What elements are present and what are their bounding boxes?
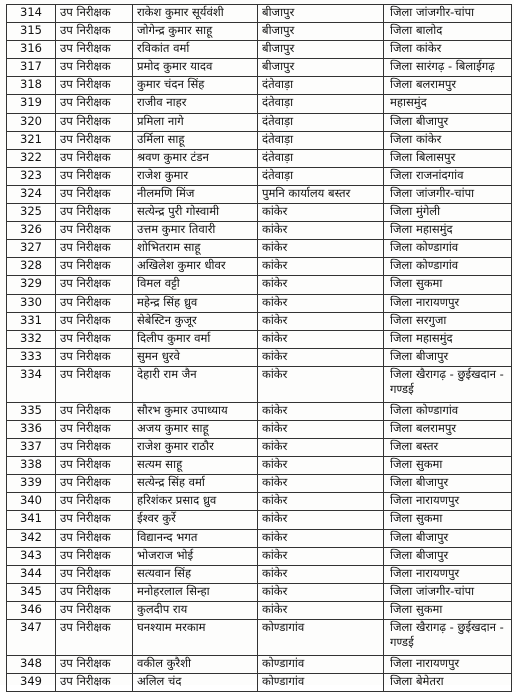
current-posting-cell: कांकेर xyxy=(258,457,384,475)
current-posting-cell: कांकेर xyxy=(258,601,384,619)
rank-cell: उप निरीक्षक xyxy=(56,620,133,656)
table-row xyxy=(7,583,512,601)
officer-name-cell: मनोहरलाल सिन्हा xyxy=(133,583,258,601)
serial-number-cell: 318 xyxy=(7,77,56,95)
current-posting-cell: कांकेर xyxy=(258,493,384,511)
new-posting-cell: जिला बीजापुर xyxy=(384,113,512,131)
rank-cell: उप निरीक्षक xyxy=(56,113,133,131)
new-posting-cell: जिला कोण्डागांव xyxy=(384,402,512,420)
officer-name-cell: राजेश कुमार xyxy=(133,167,258,185)
serial-number-cell: 317 xyxy=(7,59,56,77)
rank-cell: उप निरीक्षक xyxy=(56,312,133,330)
rank-cell: उप निरीक्षक xyxy=(56,258,133,276)
rank-cell: उप निरीक्षक xyxy=(56,222,133,240)
officer-name-cell: सौरभ कुमार उपाध्याय xyxy=(133,402,258,420)
serial-number-cell: 349 xyxy=(7,674,56,692)
rank-cell: उप निरीक्षक xyxy=(56,475,133,493)
current-posting-cell: दंतेवाड़ा xyxy=(258,113,384,131)
current-posting-cell: कोण्डागांव xyxy=(258,674,384,692)
officer-name-cell: ईश्वर कुर्रे xyxy=(133,511,258,529)
rank-cell: उप निरीक्षक xyxy=(56,601,133,619)
officer-name-cell: विमल वट्टी xyxy=(133,276,258,294)
serial-number-cell: 333 xyxy=(7,348,56,366)
new-posting-cell: जिला सरगुजा xyxy=(384,312,512,330)
table-row xyxy=(7,23,512,41)
rank-cell: उप निरीक्षक xyxy=(56,565,133,583)
new-posting-cell: जिला सुकमा xyxy=(384,276,512,294)
new-posting-cell: जिला नारायणपुर xyxy=(384,565,512,583)
rank-cell: उप निरीक्षक xyxy=(56,5,133,23)
officer-name-cell: अखिलेश कुमार धीवर xyxy=(133,258,258,276)
table-row xyxy=(7,475,512,493)
rank-cell: उप निरीक्षक xyxy=(56,348,133,366)
new-posting-cell: जिला बिलासपुर xyxy=(384,149,512,167)
rank-cell: उप निरीक्षक xyxy=(56,167,133,185)
current-posting-cell: कांकेर xyxy=(258,348,384,366)
rank-cell: उप निरीक्षक xyxy=(56,95,133,113)
serial-number-cell: 341 xyxy=(7,511,56,529)
table-row xyxy=(7,258,512,276)
table-row xyxy=(7,312,512,330)
new-posting-cell: जिला खैरागढ़ - छुईखदान - गण्डई xyxy=(384,366,512,402)
officer-name-cell: रविकांत वर्मा xyxy=(133,41,258,59)
officer-name-cell: सेबेस्टिन कुजूर xyxy=(133,312,258,330)
rank-cell: उप निरीक्षक xyxy=(56,547,133,565)
new-posting-cell: जिला जांजगीर-चांपा xyxy=(384,5,512,23)
new-posting-cell: जिला राजनांदगांव xyxy=(384,167,512,185)
officer-name-cell: प्रमिला नागे xyxy=(133,113,258,131)
table-row xyxy=(7,185,512,203)
new-posting-cell: जिला बीजापुर xyxy=(384,547,512,565)
serial-number-cell: 328 xyxy=(7,258,56,276)
rank-cell: उप निरीक्षक xyxy=(56,583,133,601)
serial-number-cell: 348 xyxy=(7,656,56,674)
current-posting-cell: कोण्डागांव xyxy=(258,620,384,656)
table-row xyxy=(7,5,512,23)
rank-cell: उप निरीक्षक xyxy=(56,276,133,294)
officer-name-cell: अजय कुमार साहू xyxy=(133,420,258,438)
current-posting-cell: बीजापुर xyxy=(258,23,384,41)
current-posting-cell: कांकेर xyxy=(258,529,384,547)
officer-name-cell: सत्यम साहू xyxy=(133,457,258,475)
officer-name-cell: प्रमोद कुमार यादव xyxy=(133,59,258,77)
rank-cell: उप निरीक्षक xyxy=(56,77,133,95)
table-row xyxy=(7,565,512,583)
current-posting-cell: कांकेर xyxy=(258,204,384,222)
current-posting-cell: कांकेर xyxy=(258,547,384,565)
table-row xyxy=(7,77,512,95)
table-row xyxy=(7,547,512,565)
current-posting-cell: बीजापुर xyxy=(258,59,384,77)
new-posting-cell: जिला बीजापुर xyxy=(384,529,512,547)
current-posting-cell: कांकेर xyxy=(258,222,384,240)
new-posting-cell: जिला सारंगढ़ - बिलाईगढ़ xyxy=(384,59,512,77)
officer-name-cell: राकेश कुमार सूर्यवंशी xyxy=(133,5,258,23)
serial-number-cell: 338 xyxy=(7,457,56,475)
rank-cell: उप निरीक्षक xyxy=(56,294,133,312)
serial-number-cell: 334 xyxy=(7,366,56,402)
serial-number-cell: 319 xyxy=(7,95,56,113)
current-posting-cell: कांकेर xyxy=(258,583,384,601)
officer-name-cell: वकील कुरैशी xyxy=(133,656,258,674)
serial-number-cell: 320 xyxy=(7,113,56,131)
current-posting-cell: बीजापुर xyxy=(258,41,384,59)
serial-number-cell: 346 xyxy=(7,601,56,619)
officer-name-cell: विद्यानन्द भगत xyxy=(133,529,258,547)
table-row xyxy=(7,41,512,59)
serial-number-cell: 324 xyxy=(7,185,56,203)
current-posting-cell: कांकेर xyxy=(258,240,384,258)
rank-cell: उप निरीक्षक xyxy=(56,149,133,167)
new-posting-cell: जिला जांजगीर-चांपा xyxy=(384,185,512,203)
table-row xyxy=(7,420,512,438)
new-posting-cell: जिला नारायणपुर xyxy=(384,493,512,511)
officer-name-cell: सुमन धुरवे xyxy=(133,348,258,366)
new-posting-cell: जिला कांकेर xyxy=(384,41,512,59)
rank-cell: उप निरीक्षक xyxy=(56,59,133,77)
current-posting-cell: कांकेर xyxy=(258,402,384,420)
serial-number-cell: 325 xyxy=(7,204,56,222)
serial-number-cell: 321 xyxy=(7,131,56,149)
rank-cell: उप निरीक्षक xyxy=(56,420,133,438)
new-posting-cell: जिला बस्तर xyxy=(384,439,512,457)
rank-cell: उप निरीक्षक xyxy=(56,656,133,674)
current-posting-cell: कांकेर xyxy=(258,366,384,402)
officer-name-cell: राजेश कुमार राठौर xyxy=(133,439,258,457)
table-row xyxy=(7,439,512,457)
serial-number-cell: 347 xyxy=(7,620,56,656)
serial-number-cell: 329 xyxy=(7,276,56,294)
new-posting-cell: जिला कोण्डागांव xyxy=(384,240,512,258)
officer-name-cell: शोभितराम साहू xyxy=(133,240,258,258)
new-posting-cell: जिला खैरागढ़ - छुईखदान - गण्डई xyxy=(384,620,512,656)
officer-name-cell: राजीव नाहर xyxy=(133,95,258,113)
current-posting-cell: कांकेर xyxy=(258,565,384,583)
rank-cell: उप निरीक्षक xyxy=(56,23,133,41)
serial-number-cell: 336 xyxy=(7,420,56,438)
rank-cell: उप निरीक्षक xyxy=(56,330,133,348)
new-posting-cell: जिला बलरामपुर xyxy=(384,420,512,438)
rank-cell: उप निरीक्षक xyxy=(56,131,133,149)
transfer-table xyxy=(6,4,512,692)
serial-number-cell: 343 xyxy=(7,547,56,565)
table-row xyxy=(7,276,512,294)
rank-cell: उप निरीक्षक xyxy=(56,439,133,457)
officer-name-cell: जोगेन्द्र कुमार साहू xyxy=(133,23,258,41)
current-posting-cell: कोण्डागांव xyxy=(258,656,384,674)
new-posting-cell: जिला बीजापुर xyxy=(384,348,512,366)
rank-cell: उप निरीक्षक xyxy=(56,185,133,203)
officer-name-cell: सत्येन्द्र सिंह वर्मा xyxy=(133,475,258,493)
new-posting-cell: जिला मुंगेली xyxy=(384,204,512,222)
new-posting-cell: जिला बालोद xyxy=(384,23,512,41)
officer-name-cell: दिलीप कुमार वर्मा xyxy=(133,330,258,348)
officer-name-cell: भोजराज भोई xyxy=(133,547,258,565)
officer-name-cell: महेन्द्र सिंह ध्रुव xyxy=(133,294,258,312)
serial-number-cell: 315 xyxy=(7,23,56,41)
rank-cell: उप निरीक्षक xyxy=(56,511,133,529)
table-row xyxy=(7,348,512,366)
new-posting-cell: जिला बलरामपुर xyxy=(384,77,512,95)
current-posting-cell: कांकेर xyxy=(258,439,384,457)
officer-name-cell: हरिशंकर प्रसाद ध्रुव xyxy=(133,493,258,511)
rank-cell: उप निरीक्षक xyxy=(56,674,133,692)
current-posting-cell: कांकेर xyxy=(258,475,384,493)
serial-number-cell: 337 xyxy=(7,439,56,457)
new-posting-cell: जिला बेमेतरा xyxy=(384,674,512,692)
current-posting-cell: कांकेर xyxy=(258,276,384,294)
serial-number-cell: 344 xyxy=(7,565,56,583)
rank-cell: उप निरीक्षक xyxy=(56,493,133,511)
serial-number-cell: 345 xyxy=(7,583,56,601)
new-posting-cell: जिला कांकेर xyxy=(384,131,512,149)
table-row xyxy=(7,402,512,420)
current-posting-cell: दंतेवाड़ा xyxy=(258,95,384,113)
table-body xyxy=(7,5,512,692)
serial-number-cell: 316 xyxy=(7,41,56,59)
table-row xyxy=(7,511,512,529)
table-row xyxy=(7,149,512,167)
new-posting-cell: महासमुंद xyxy=(384,95,512,113)
officer-name-cell: सत्यवान सिंह xyxy=(133,565,258,583)
table-row xyxy=(7,601,512,619)
current-posting-cell: कांकेर xyxy=(258,312,384,330)
table-row xyxy=(7,59,512,77)
serial-number-cell: 323 xyxy=(7,167,56,185)
officer-name-cell: सत्येन्द्र पुरी गोस्वामी xyxy=(133,204,258,222)
table-row xyxy=(7,674,512,692)
serial-number-cell: 335 xyxy=(7,402,56,420)
table-row xyxy=(7,294,512,312)
serial-number-cell: 339 xyxy=(7,475,56,493)
new-posting-cell: जिला जांजगीर-चांपा xyxy=(384,583,512,601)
current-posting-cell: दंतेवाड़ा xyxy=(258,167,384,185)
table-row xyxy=(7,457,512,475)
rank-cell: उप निरीक्षक xyxy=(56,240,133,258)
table-row xyxy=(7,330,512,348)
officer-name-cell: उत्तम कुमार तिवारी xyxy=(133,222,258,240)
current-posting-cell: कांकेर xyxy=(258,420,384,438)
table-row xyxy=(7,95,512,113)
table-row xyxy=(7,204,512,222)
table-row xyxy=(7,620,512,656)
rank-cell: उप निरीक्षक xyxy=(56,529,133,547)
serial-number-cell: 314 xyxy=(7,5,56,23)
current-posting-cell: कांकेर xyxy=(258,294,384,312)
table-row xyxy=(7,113,512,131)
current-posting-cell: कांकेर xyxy=(258,511,384,529)
serial-number-cell: 340 xyxy=(7,493,56,511)
rank-cell: उप निरीक्षक xyxy=(56,457,133,475)
officer-name-cell: उर्मिला साहू xyxy=(133,131,258,149)
table-row xyxy=(7,131,512,149)
new-posting-cell: जिला सुकमा xyxy=(384,601,512,619)
new-posting-cell: जिला महासमुंद xyxy=(384,222,512,240)
new-posting-cell: जिला कोण्डागांव xyxy=(384,258,512,276)
current-posting-cell: कांकेर xyxy=(258,258,384,276)
current-posting-cell: कांकेर xyxy=(258,330,384,348)
table-row xyxy=(7,529,512,547)
table-row xyxy=(7,240,512,258)
serial-number-cell: 330 xyxy=(7,294,56,312)
new-posting-cell: जिला सुकमा xyxy=(384,511,512,529)
current-posting-cell: दंतेवाड़ा xyxy=(258,131,384,149)
serial-number-cell: 331 xyxy=(7,312,56,330)
table-row xyxy=(7,222,512,240)
table-row xyxy=(7,656,512,674)
officer-name-cell: अलिल चंद xyxy=(133,674,258,692)
officer-name-cell: नीलमणि मिंज xyxy=(133,185,258,203)
rank-cell: उप निरीक्षक xyxy=(56,41,133,59)
officer-name-cell: घनश्याम मरकाम xyxy=(133,620,258,656)
table-row xyxy=(7,493,512,511)
serial-number-cell: 342 xyxy=(7,529,56,547)
current-posting-cell: बीजापुर xyxy=(258,5,384,23)
new-posting-cell: जिला बीजापुर xyxy=(384,475,512,493)
officer-name-cell: देहारी राम जैन xyxy=(133,366,258,402)
new-posting-cell: जिला नारायणपुर xyxy=(384,656,512,674)
rank-cell: उप निरीक्षक xyxy=(56,204,133,222)
serial-number-cell: 326 xyxy=(7,222,56,240)
current-posting-cell: पुमनि कार्यालय बस्तर xyxy=(258,185,384,203)
officer-name-cell: कुलदीप राय xyxy=(133,601,258,619)
rank-cell: उप निरीक्षक xyxy=(56,402,133,420)
serial-number-cell: 332 xyxy=(7,330,56,348)
table-row xyxy=(7,167,512,185)
new-posting-cell: जिला नारायणपुर xyxy=(384,294,512,312)
serial-number-cell: 322 xyxy=(7,149,56,167)
officer-name-cell: कुमार चंदन सिंह xyxy=(133,77,258,95)
current-posting-cell: दंतेवाड़ा xyxy=(258,77,384,95)
table-row xyxy=(7,366,512,402)
new-posting-cell: जिला महासमुंद xyxy=(384,330,512,348)
rank-cell: उप निरीक्षक xyxy=(56,366,133,402)
serial-number-cell: 327 xyxy=(7,240,56,258)
officer-name-cell: श्रवण कुमार टंडन xyxy=(133,149,258,167)
current-posting-cell: दंतेवाड़ा xyxy=(258,149,384,167)
new-posting-cell: जिला सुकमा xyxy=(384,457,512,475)
